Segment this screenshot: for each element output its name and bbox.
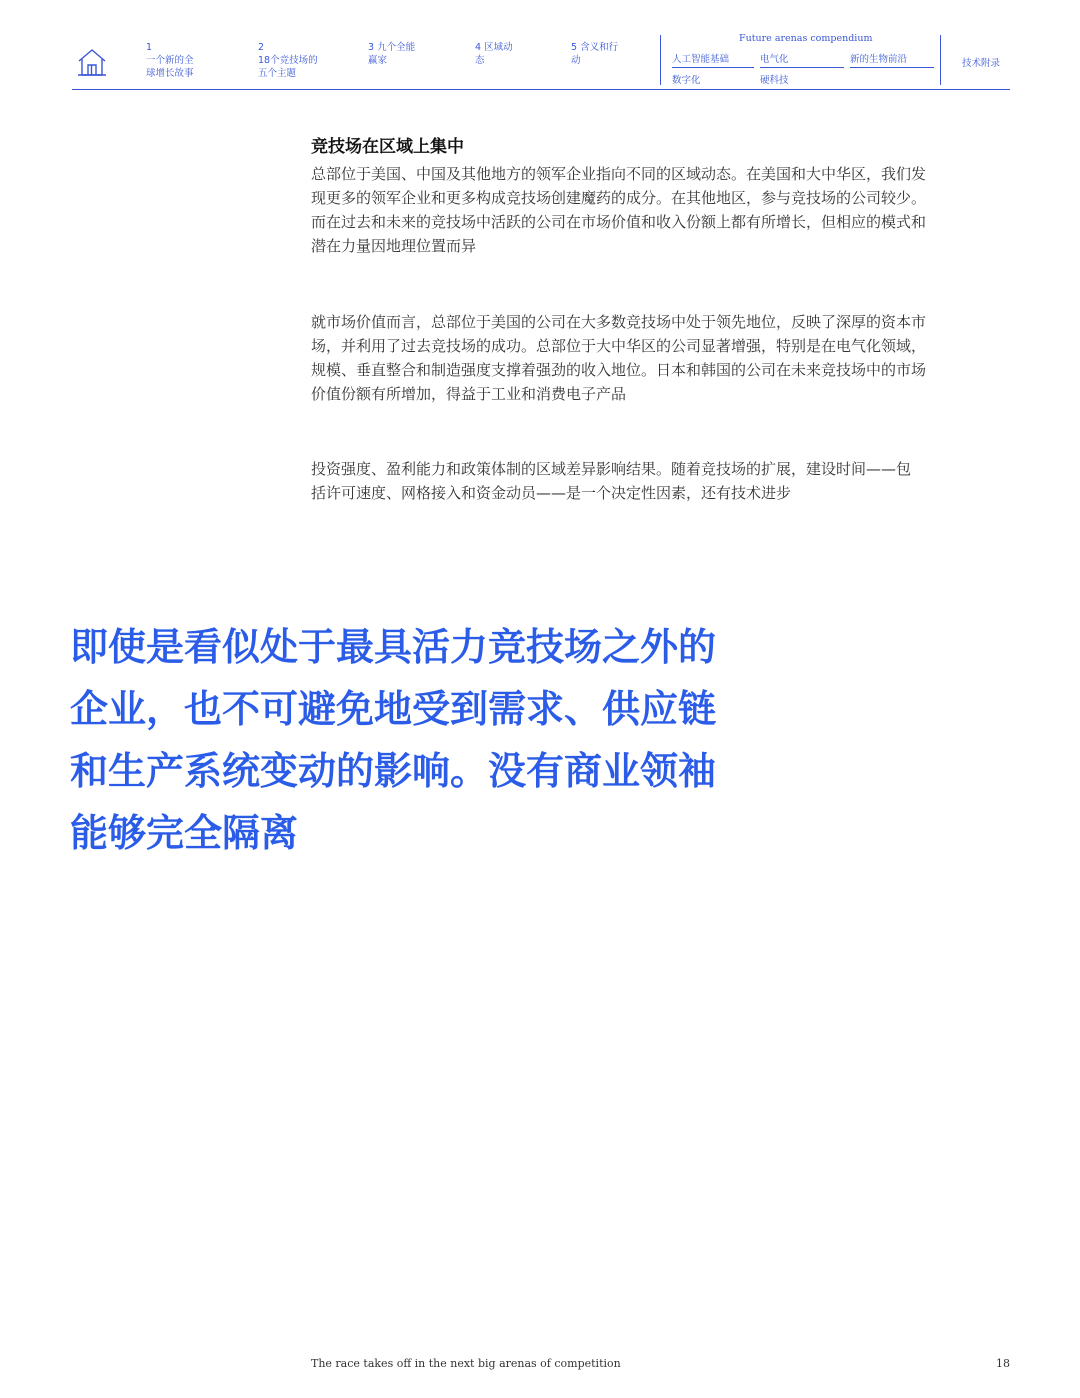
header-divider [660,35,661,85]
page-number: 18 [996,1357,1010,1370]
nav-item-label: 18个竞技场的 [258,55,318,66]
nav-item-label: 五个主题 [258,68,297,79]
nav-item-label: 态 [475,55,485,66]
paragraph-line: 投资强度、盈利能力和政策体制的区域差异影响结果。随着竞技场的扩展，建设时间——包 [311,460,912,478]
nav-item-2[interactable] [258,41,318,80]
paragraph-line: 价值份额有所增加，得益于工业和消费电子产品 [311,385,627,403]
body-paragraph [311,310,1001,406]
nav-item-number: 1 [146,42,153,53]
home-icon[interactable] [76,47,108,79]
paragraph-line: 就市场价值而言，总部位于美国的公司在大多数竞技场中处于领先地位，反映了深厚的资本市 [311,313,927,331]
nav-item-number: 5 含义和行 [571,42,619,53]
link-underline [850,67,934,68]
nav-item-label: 动 [571,55,581,66]
pull-quote-line: 和生产系统变动的影响。没有商业领袖 [70,749,717,793]
paragraph-line: 而在过去和未来的竞技场中活跃的公司在市场价值和收入份额上都有所增长，但相应的模式和 [311,213,927,231]
pull-quote-line: 即使是看似处于最具活力竞技场之外的 [70,625,717,669]
nav-item-label: 一个新的全 [146,55,194,66]
body-paragraph [311,457,1001,505]
paragraph-line: 括许可速度、网格接入和资金动员——是一个决定性因素，还有技术进步 [311,484,792,502]
top-navigation [0,0,1080,92]
nav-item-3[interactable] [368,41,415,67]
header-rule [72,89,1010,90]
nav-item-number: 3 九个全能 [368,42,416,53]
nav-item-technical-appendix[interactable]: 技术附录 [962,58,1001,69]
compendium-link-hardtech[interactable]: 硬科技 [760,75,789,86]
nav-item-4[interactable] [475,41,513,67]
header-divider [940,35,941,85]
pull-quote-line: 能够完全隔离 [70,811,299,855]
pull-quote [70,616,830,864]
link-underline [672,67,754,68]
nav-item-number: 2 [258,42,265,53]
footer-report-title: The race takes off in the next big arenas of competition [311,1357,621,1370]
paragraph-line: 规模、垂直整合和制造强度支撑着强劲的收入地位。日本和韩国的公司在未来竞技场中的市场 [311,361,927,379]
compendium-link-ai[interactable]: 人工智能基础 [672,54,730,65]
compendium-link-bio[interactable]: 新的生物前沿 [850,54,908,65]
compendium-link-digital[interactable]: 数字化 [672,75,701,86]
paragraph-line: 场，并利用了过去竞技场的成功。总部位于大中华区的公司显著增强，特别是在电气化领域， [311,337,927,355]
nav-item-label: 球增长故事 [146,68,194,79]
section-heading: 竞技场在区域上集中 [311,137,464,157]
paragraph-line: 总部位于美国、中国及其他地方的领军企业指向不同的区域动态。在美国和大中华区，我们发 [311,165,927,183]
paragraph-line: 潜在力量因地理位置而异 [311,237,477,255]
nav-item-5[interactable] [571,41,618,67]
nav-item-number: 4 区域动 [475,42,513,53]
body-paragraph [311,162,1001,258]
paragraph-line: 现更多的领军企业和更多构成竞技场创建魔药的成分。在其他地区，参与竞技场的公司较少。 [311,189,927,207]
pull-quote-line: 企业，也不可避免地受到需求、供应链 [70,687,717,731]
link-underline [760,67,844,68]
compendium-title: Future arenas compendium [739,33,873,44]
compendium-link-electrification[interactable]: 电气化 [760,54,789,65]
nav-item-1[interactable] [146,41,194,80]
nav-item-label: 赢家 [368,55,388,66]
